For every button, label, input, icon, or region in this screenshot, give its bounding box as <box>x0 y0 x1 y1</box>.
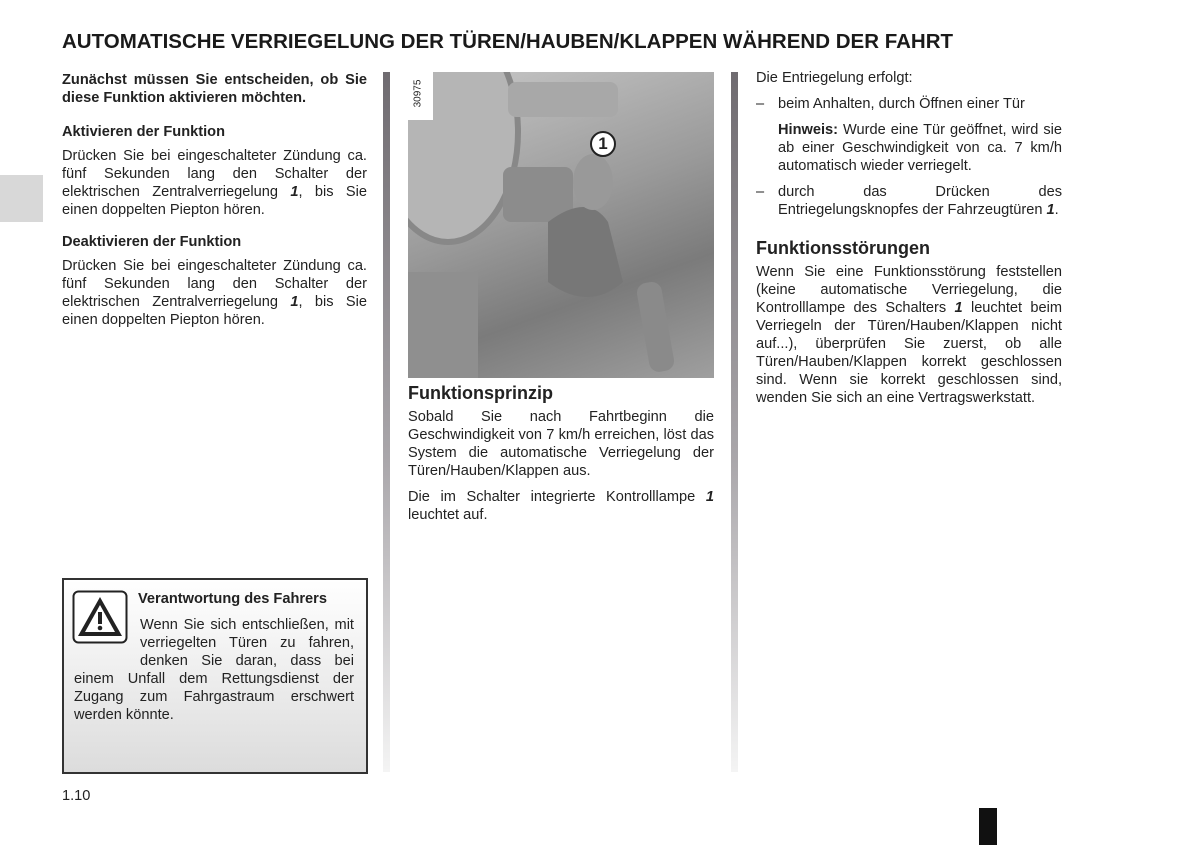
unlock-intro: Die Entriegelung erfolgt: <box>756 70 913 86</box>
column-left <box>62 71 367 337</box>
deactivate-heading: Deaktivieren der Funktion <box>62 234 242 250</box>
car-interior-image <box>408 72 714 378</box>
page-number: 1.10 <box>62 788 91 804</box>
activate-heading: Aktivieren der Funktion <box>62 124 225 140</box>
warning-box <box>62 578 368 774</box>
malfunction-text: Wenn Sie eine Funktionsstörung feststellen (keine automatische Verriegelung, die Kontrolllampe des Schalters 1 leuchtet beim Verriegeln der Türen/Hauben/Klappen nicht auf...), überprüfen Sie zuerst, ob alle Türen/Hauben/Klappen korrekt geschlossen sind. Wenn sie korrekt geschlossen sind, wenden Sie sich an eine Vertragswerkstatt. <box>756 264 1062 406</box>
image-code-label: 30975 <box>408 72 433 120</box>
note: Hinweis: Wurde eine Tür geöffnet, wird sie ab einer Geschwindigkeit von ca. 7 km/h automatisch wieder verriegelt. <box>778 122 1062 174</box>
list-item: – durch das Drücken des Entriegelungsknopfes der Fahrzeugtüren 1. <box>756 184 1062 218</box>
warning-text: Wenn Sie sich entschließen, mit verriegelten Türen zu fahren, denken Sie daran, dass bei einem Unfall dem Rettungsdienst der Zugang zum Fahrgastraum erschwert werden könnte. <box>74 617 354 723</box>
principle-heading: Funktionsprinzip <box>408 383 553 403</box>
page-edge-marker <box>979 808 997 845</box>
column-divider <box>731 72 738 772</box>
column-divider <box>383 72 390 772</box>
chapter-tab <box>0 175 43 222</box>
callout-marker: 1 <box>590 131 616 157</box>
warning-title: Verantwortung des Fahrers <box>138 591 327 607</box>
deactivate-text: Drücken Sie bei eingeschalteter Zündung ca. fünf Sekunden lang den Schalter der elektrischen Zentralverriegelung 1, bis Sie einen doppelten Piepton hören. <box>62 258 367 328</box>
intro-text: Zunächst müssen Sie entscheiden, ob Sie diese Funktion aktivieren möchten. <box>62 72 367 106</box>
column-right <box>756 69 1062 415</box>
column-middle <box>408 384 714 532</box>
activate-text: Drücken Sie bei eingeschalteter Zündung ca. fünf Sekunden lang den Schalter der elektrischen Zentralverriegelung 1, bis Sie einen doppelten Piepton hören. <box>62 148 367 218</box>
indicator-text: Die im Schalter integrierte Kontrolllampe 1 leuchtet auf. <box>408 489 714 523</box>
page-title: AUTOMATISCHE VERRIEGELUNG DER TÜREN/HAUBEN/KLAPPEN WÄHREND DER FAHRT <box>62 30 954 53</box>
principle-text: Sobald Sie nach Fahrtbeginn die Geschwindigkeit von 7 km/h erreichen, löst das System die automatische Verriegelung der Türen/Hauben/Klappen aus. <box>408 409 714 479</box>
gearshift-photo <box>408 72 714 378</box>
list-item: – beim Anhalten, durch Öffnen einer Tür <box>756 96 1025 112</box>
malfunction-heading: Funktionsstörungen <box>756 238 930 258</box>
